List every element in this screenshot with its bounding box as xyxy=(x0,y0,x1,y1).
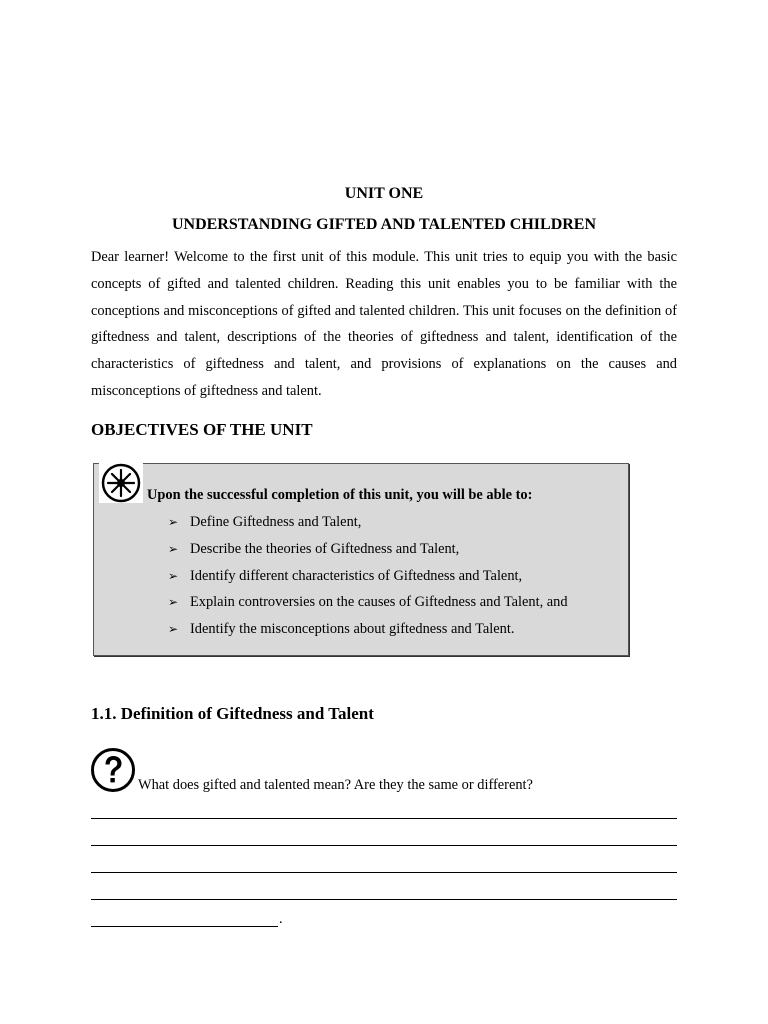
section-heading: 1.1. Definition of Giftedness and Talent xyxy=(91,704,374,723)
answer-period: . xyxy=(279,911,283,927)
answer-line[interactable] xyxy=(91,845,677,846)
objectives-heading: OBJECTIVES OF THE UNIT xyxy=(91,420,313,439)
list-item xyxy=(168,563,568,590)
compass-star-icon xyxy=(99,463,143,503)
objective-text: Describe the theories of Giftedness and Talent, xyxy=(190,540,460,557)
answer-line[interactable] xyxy=(91,818,677,819)
arrow-bullet-icon: ➢ xyxy=(168,541,179,556)
objectives-list xyxy=(168,509,568,643)
question-text: What does gifted and talented mean? Are they the same or different? xyxy=(138,777,533,793)
list-item xyxy=(168,509,568,536)
arrow-bullet-icon: ➢ xyxy=(168,595,179,610)
arrow-bullet-icon: ➢ xyxy=(168,568,179,583)
answer-line[interactable] xyxy=(91,872,677,873)
objective-text: Explain controversies on the causes of Giftedness and Talent, and xyxy=(190,594,568,611)
answer-line[interactable] xyxy=(91,926,278,927)
arrow-bullet-icon: ➢ xyxy=(168,622,179,637)
list-item xyxy=(168,616,568,643)
unit-title: UNDERSTANDING GIFTED AND TALENTED CHILDREN xyxy=(171,216,597,233)
objectives-intro: Upon the successful completion of this unit, you will be able to: xyxy=(147,487,533,503)
arrow-bullet-icon: ➢ xyxy=(168,515,179,529)
objective-text: Define Giftedness and Talent, xyxy=(190,514,362,530)
list-item xyxy=(168,589,568,616)
objective-text: Identify different characteristics of Giftedness and Talent, xyxy=(190,567,523,584)
question-mark-icon xyxy=(90,747,136,798)
answer-line[interactable] xyxy=(91,899,677,900)
objective-text: Identify the misconceptions about giftedness and Talent. xyxy=(190,621,515,638)
intro-paragraph: Dear learner! Welcome to the first unit of this module. This unit tries to equip you with the basic concepts of gifted and talented children. Reading this unit enables you to be familiar with the conceptions and misconceptions of gifted and talented children. This unit focuses on the definition of giftedness and talent, descriptions of the theories of giftedness and talent, identification of the characteristics of giftedness and talent, and provisions of explanations on the causes and misconceptions of giftedness and talent. xyxy=(91,249,677,399)
list-item xyxy=(168,536,568,563)
unit-label: UNIT ONE xyxy=(344,185,424,202)
